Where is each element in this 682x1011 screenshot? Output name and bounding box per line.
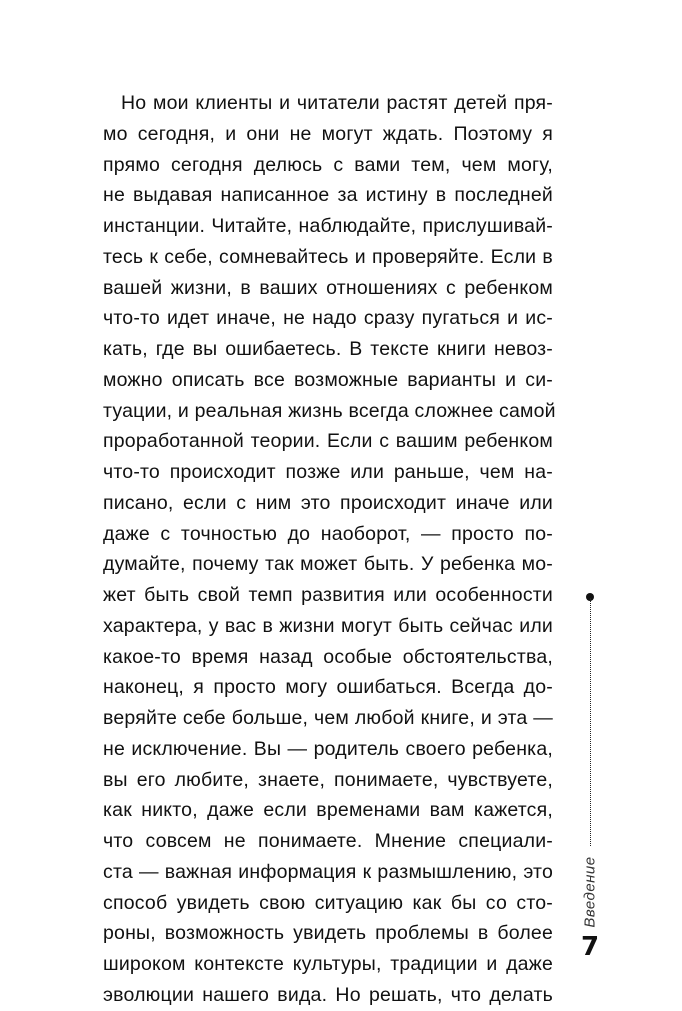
text-line: вашей жизни, в ваших отношениях с ребенком — [103, 276, 553, 299]
text-line: вы его любите, знаете, понимаете, чувствуете, — [103, 768, 553, 791]
text-line: жет быть свой темп развития или особенности — [103, 584, 553, 606]
text-line: что-то происходит позже или раньше, чем на- — [103, 461, 553, 483]
text-line: эволюции нашего вида. Но решать, что делать — [103, 983, 553, 1006]
text-line: не выдавая написанное за истину в последней — [103, 184, 553, 207]
body-text — [103, 88, 556, 1011]
text-line: не исключение. Вы — родитель своего ребенка, — [103, 737, 553, 760]
text-line: прямо сегодня делюсь с вами тем, чем могу, — [103, 153, 553, 176]
text-line: кать, где вы ошибаетесь. В тексте книги невоз- — [103, 338, 553, 360]
text-line: веряйте себе больше, чем любой книге, и эта — — [103, 707, 553, 729]
text-line: роны, возможность увидеть проблемы в более — [103, 922, 553, 945]
text-line: даже с точностью до наоборот, — просто по- — [103, 522, 553, 545]
text-line: широком контексте культуры, традиции и даже — [103, 953, 553, 975]
text-line: инстанции. Читайте, наблюдайте, прислушивай- — [103, 215, 553, 237]
text-line: Но мои клиенты и читатели растят детей пря- — [121, 92, 553, 114]
text-line: думайте, почему так может быть. У ребенка мо- — [103, 553, 553, 576]
section-label: Введение — [581, 856, 599, 928]
text-line: характера, у вас в жизни могут быть сейчас или — [103, 614, 553, 637]
text-line: как никто, даже если временами вам кажется, — [103, 799, 553, 822]
page-number: 7 — [580, 932, 600, 962]
text-line: способ увидеть свою ситуацию как бы со сто- — [103, 891, 553, 914]
text-line: наконец, я просто могу ошибаться. Всегда до- — [103, 676, 553, 699]
text-line: тесь к себе, сомневайтесь и проверяйте. Если в — [103, 245, 553, 268]
text-line: какое-то время назад особые обстоятельства, — [103, 645, 553, 668]
text-line: туации, и реальная жизнь всегда сложнее самой — [103, 399, 556, 422]
text-line: ста — важная информация к размышлению, это — [103, 860, 553, 883]
text-line: проработанной теории. Если с вашим ребенком — [103, 430, 553, 453]
text-line: можно описать все возможные варианты и си- — [103, 368, 553, 391]
text-line: что-то идет иначе, не надо сразу пугаться и ис- — [103, 307, 553, 330]
margin-dotted-rule — [590, 598, 591, 846]
text-line: что совсем не понимаете. Мнение специали- — [103, 830, 553, 852]
text-line: писано, если с ним это происходит иначе или — [103, 491, 553, 514]
text-line: мо сегодня, и они не могут ждать. Поэтому я — [103, 122, 553, 145]
